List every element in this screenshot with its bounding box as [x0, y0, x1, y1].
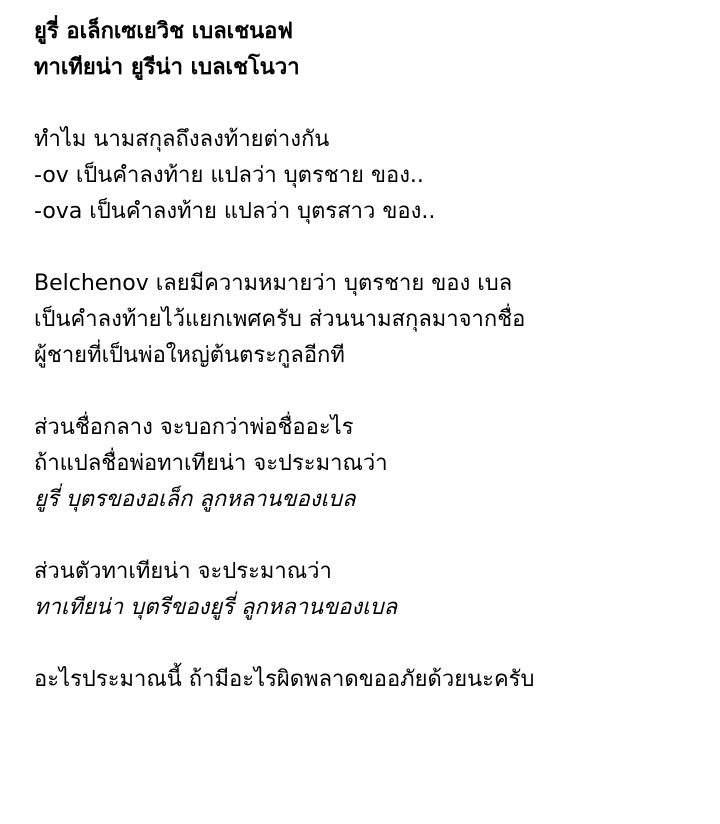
- suffix-ova-line: -ova เป็นคำลงท้าย แปลว่า บุตรสาว ของ..: [34, 199, 436, 224]
- paragraph-gap: [34, 626, 686, 662]
- middle-name-intro-line: ส่วนชื่อกลาง จะบอกว่าพ่อชื่ออะไร: [34, 415, 354, 440]
- middle-name-example-line: ยูรี่ บุตรของอเล็ก ลูกหลานของเบล: [34, 487, 356, 512]
- paragraph-gap: [34, 518, 686, 554]
- paragraph-gap: [34, 86, 686, 122]
- heading-father-name: ยูรี่ อเล็กเซเยวิช เบลเชนอฟ: [34, 19, 293, 44]
- closing-line: อะไรประมาณนี้ ถ้ามีอะไรผิดพลาดขออภัยด้วยนะครับ: [34, 667, 535, 692]
- surname-origin-line: ผู้ชายที่เป็นพ่อใหญ่ต้นตระกูลอีกที: [34, 343, 345, 368]
- suffix-question-line: ทำไม นามสกุลถึงลงท้ายต่างกัน: [34, 127, 330, 152]
- surname-meaning-line: Belchenov เลยมีความหมายว่า บุตรชาย ของ เบล: [34, 271, 513, 296]
- tatiana-example-line: ทาเทียน่า บุตรีของยูรี่ ลูกหลานของเบล: [34, 595, 398, 620]
- paragraph-gap: [34, 230, 686, 266]
- surname-gender-line: เป็นคำลงท้ายไว้แยกเพศครับ ส่วนนามสกุลมาจากชื่อ: [34, 307, 526, 332]
- paragraph-gap: [34, 374, 686, 410]
- middle-name-translate-line: ถ้าแปลชื่อพ่อทาเทียน่า จะประมาณว่า: [34, 451, 388, 476]
- suffix-ov-line: -ov เป็นคำลงท้าย แปลว่า บุตรชาย ของ..: [34, 163, 424, 188]
- heading-daughter-name: ทาเทียน่า ยูรีน่า เบลเชโนวา: [34, 55, 300, 80]
- tatiana-intro-line: ส่วนตัวทาเทียน่า จะประมาณว่า: [34, 559, 332, 584]
